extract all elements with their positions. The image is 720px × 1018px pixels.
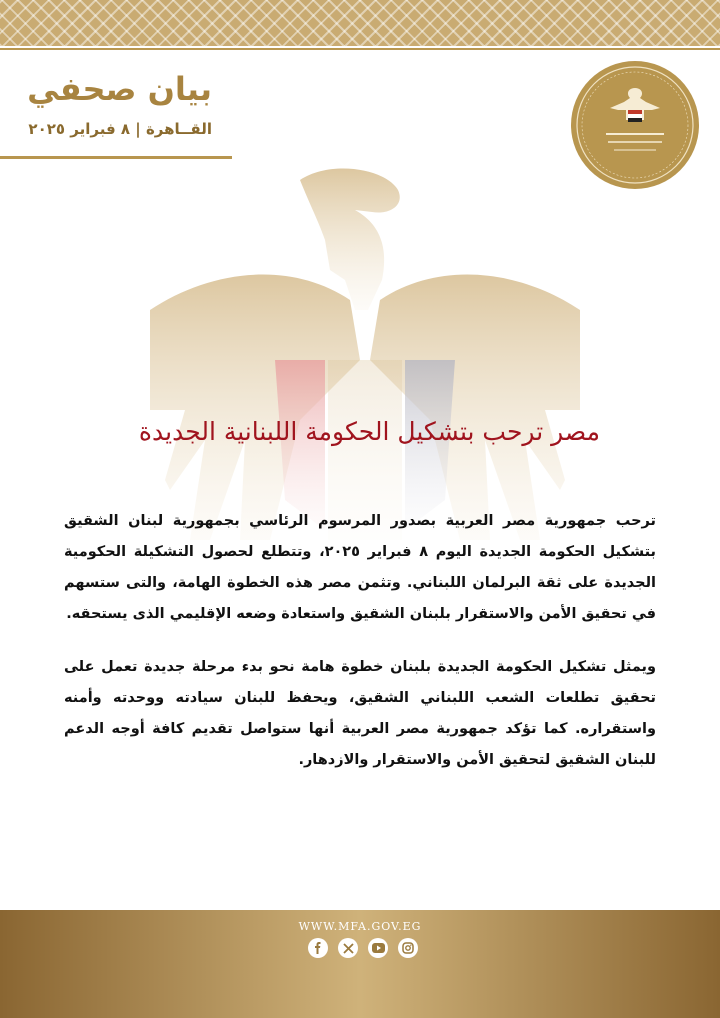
body-paragraph: ترحب جمهورية مصر العربية بصدور المرسوم الرئاسي بجمهورية لبنان الشقيق بتشكيل الحكومة الجديدة اليوم ٨ فبراير ٢٠٢٥، وتتطلع لحصول التشكيلة الحكومية الجديدة على ثقة البرلمان اللبناني. وتثمن مصر هذه الخطوة الهامة، والتى ستسهم في تحقيق الأمن والاستقرار بلبنان الشقيق واستعادة وضعه الإقليمي الذى يستحقه. bbox=[64, 513, 656, 622]
youtube-icon[interactable] bbox=[368, 938, 388, 958]
body-paragraph: ويمثل تشكيل الحكومة الجديدة بلبنان خطوة هامة نحو بدء مرحلة جديدة تعمل على تحقيق تطلعات الشعب اللبناني الشقيق، ويحفظ للبنان سيادته ووحدته وأمنه واستقراره. كما تؤكد جمهورية مصر العربية أنها ستواصل تقديم كافة أوجه الدعم للبنان الشقيق لتحقيق الأمن والاستقرار والازدهار. bbox=[64, 659, 656, 768]
date-line: القــاهرة | ٨ فبراير ٢٠٢٥ bbox=[28, 120, 212, 138]
body-text bbox=[64, 506, 656, 798]
page-title: بيان صحفي bbox=[27, 70, 212, 108]
website-link[interactable]: WWW.MFA.GOV.EG bbox=[298, 920, 422, 933]
x-icon[interactable] bbox=[338, 938, 358, 958]
social-icons bbox=[308, 938, 418, 960]
header-divider bbox=[0, 156, 232, 159]
eagle-watermark bbox=[150, 160, 580, 540]
ministry-seal-logo bbox=[568, 58, 702, 192]
facebook-icon[interactable] bbox=[308, 938, 328, 958]
top-decorative-band bbox=[0, 0, 720, 46]
instagram-icon[interactable] bbox=[398, 938, 418, 958]
headline: مصر ترحب بتشكيل الحكومة اللبنانية الجديدة bbox=[138, 417, 600, 446]
